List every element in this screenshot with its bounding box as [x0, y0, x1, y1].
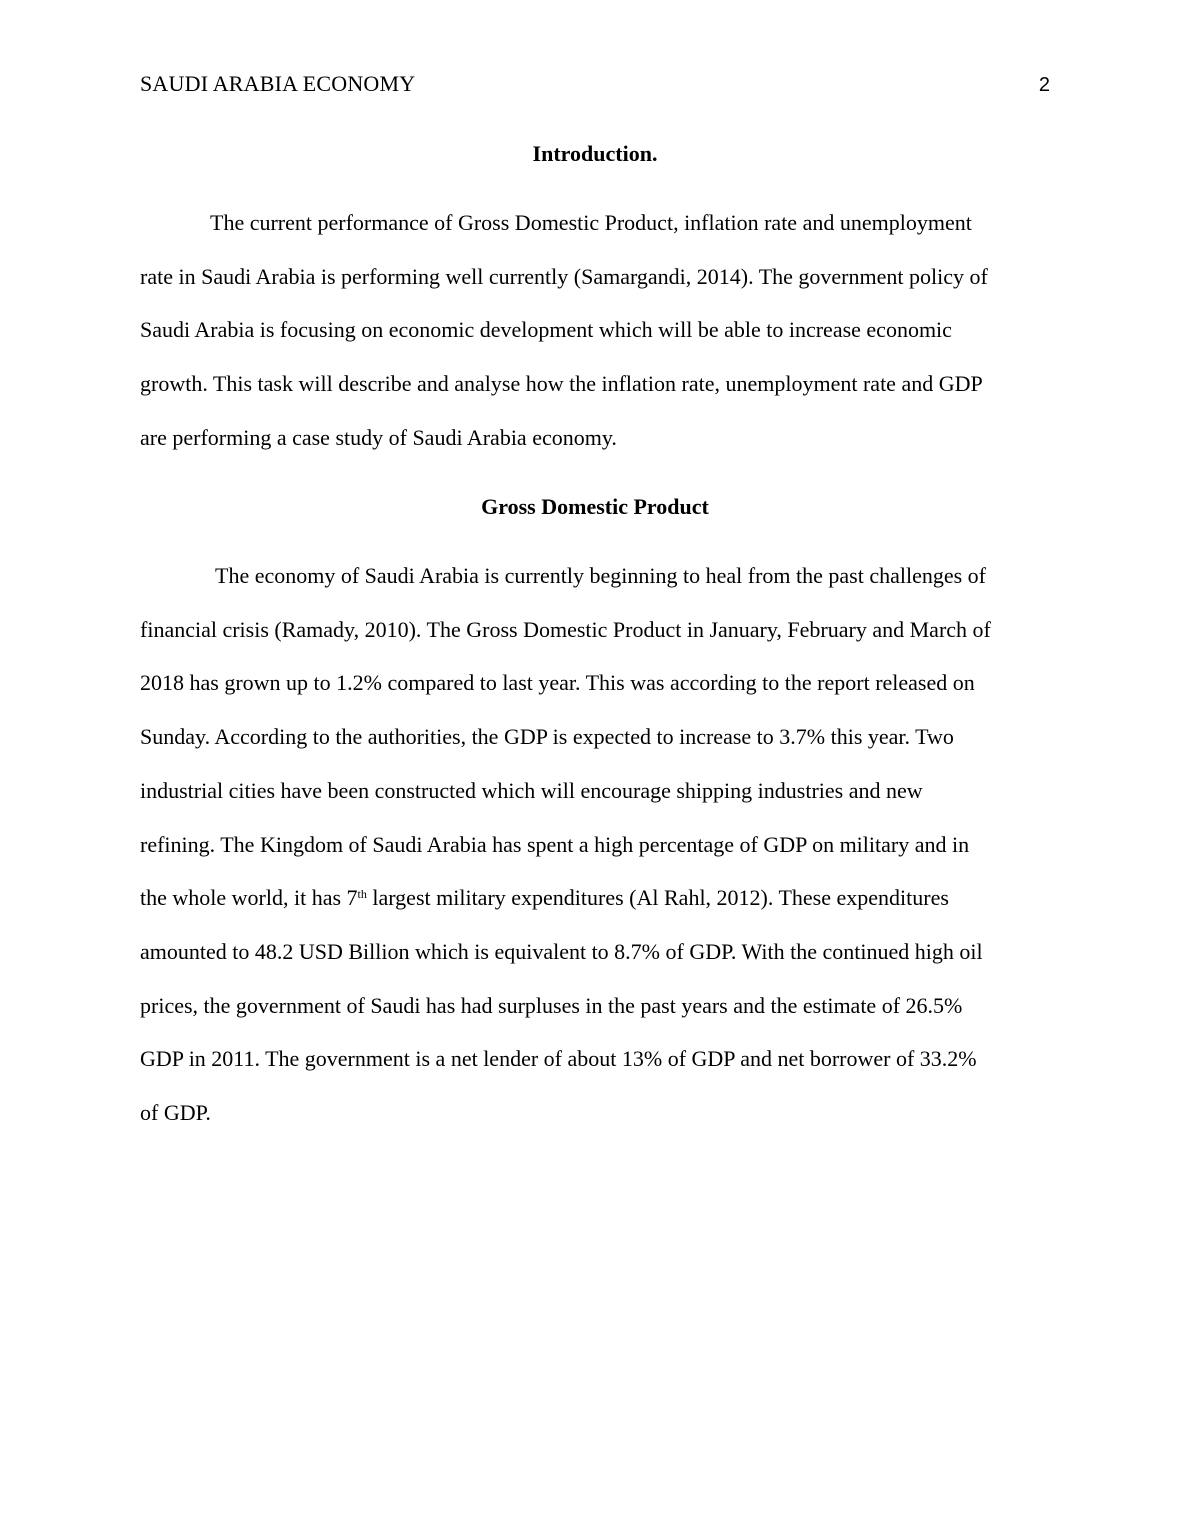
paragraph-line-with-superscript — [140, 871, 1050, 925]
paragraph-line: rate in Saudi Arabia is performing well currently (Samargandi, 2014). The government policy of — [140, 263, 988, 289]
introduction-paragraph — [140, 196, 1050, 465]
paragraph-line: industrial cities have been constructed which will encourage shipping industries and new — [140, 777, 923, 803]
paragraph-line: GDP in 2011. The government is a net lender of about 13% of GDP and net borrower of 33.2% — [140, 1046, 977, 1072]
gdp-heading: Gross Domestic Product — [481, 494, 709, 519]
ordinal-superscript: th — [357, 887, 367, 902]
paragraph-line: Saudi Arabia is focusing on economic development which will be able to increase economic — [140, 317, 952, 343]
line-text-before: the whole world, it has 7 — [140, 885, 358, 911]
running-head: SAUDI ARABIA ECONOMY — [140, 71, 416, 96]
paragraph-line: refining. The Kingdom of Saudi Arabia has spent a high percentage of GDP on military and in — [140, 831, 970, 857]
paragraph-line: financial crisis (Ramady, 2010). The Gross Domestic Product in January, February and March of — [140, 616, 991, 642]
paragraph-line: are performing a case study of Saudi Arabia economy. — [140, 424, 617, 450]
paragraph-line: of GDP. — [140, 1100, 211, 1126]
paragraph-line: amounted to 48.2 USD Billion which is equivalent to 8.7% of GDP. With the continued high oil — [140, 938, 983, 964]
page-number: 2 — [1038, 74, 1050, 96]
paragraph-line: Sunday. According to the authorities, the GDP is expected to increase to 3.7% this year. Two — [140, 724, 954, 750]
gdp-paragraph — [140, 549, 1050, 1140]
introduction-heading: Introduction. — [532, 141, 658, 166]
line-text-after: largest military expenditures (Al Rahl, 2012). These expenditures — [366, 885, 949, 911]
paragraph-line: prices, the government of Saudi has had surpluses in the past years and the estimate of 26.5% — [140, 992, 963, 1018]
paragraph-line: growth. This task will describe and analyse how the inflation rate, unemployment rate and GDP — [140, 371, 983, 397]
paragraph-line: 2018 has grown up to 1.2% compared to last year. This was according to the report released on — [140, 670, 975, 696]
paragraph-line: The current performance of Gross Domestic Product, inflation rate and unemployment — [210, 210, 972, 235]
paragraph-line: The economy of Saudi Arabia is currently beginning to heal from the past challenges of — [215, 563, 986, 588]
